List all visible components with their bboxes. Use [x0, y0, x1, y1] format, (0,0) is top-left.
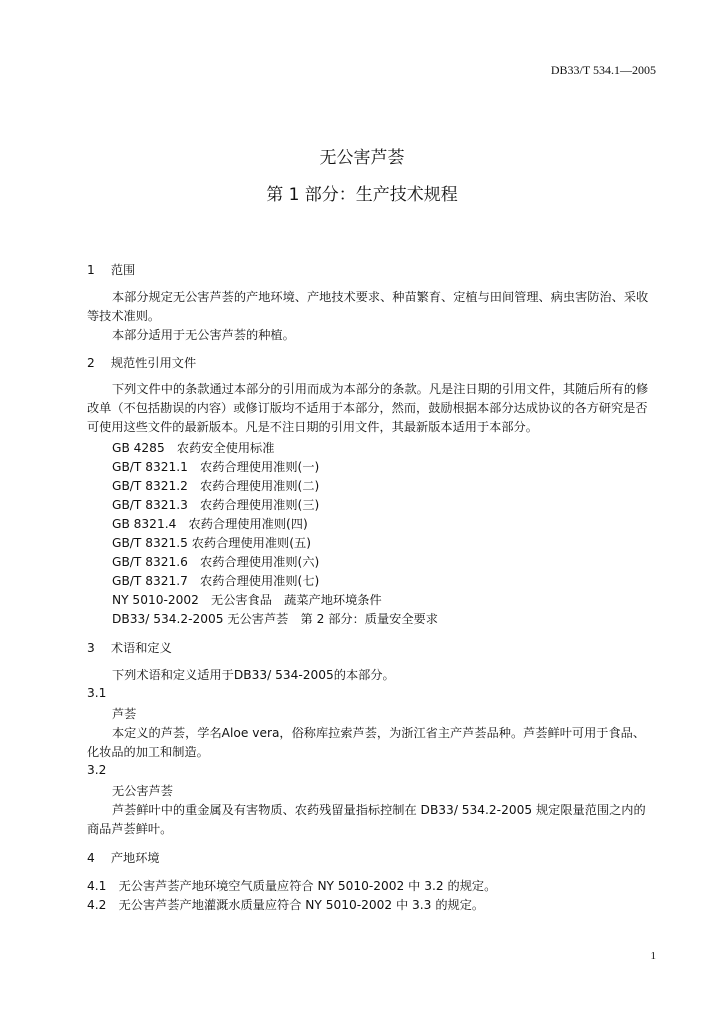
section-4-heading: 4 产地环境 — [87, 851, 160, 865]
section-1-scope: 本部分适用于无公害芦荟的种植。 — [112, 328, 295, 342]
reference-item: GB/T 8321.5 农药合理使用准则(五) — [112, 536, 311, 550]
reference-item: NY 5010-2002 无公害食品 蔬菜产地环境条件 — [112, 593, 382, 607]
clause-4-2: 4.2 无公害芦荟产地灌溉水质量应符合 NY 5010-2002 中 3.3 的规定。 — [87, 898, 485, 912]
document-subtitle: 第 1 部分：生产技术规程 — [266, 185, 458, 205]
page-number: 1 — [650, 950, 656, 962]
reference-item: GB/T 8321.2 农药合理使用准则(二) — [112, 479, 320, 493]
section-3-heading: 3 术语和定义 — [87, 641, 172, 655]
reference-item: GB 8321.4 农药合理使用准则(四) — [112, 517, 308, 531]
reference-item: GB/T 8321.3 农药合理使用准则(三) — [112, 498, 320, 512]
document-title: 无公害芦荟 — [319, 148, 405, 168]
reference-item: DB33/ 534.2-2005 无公害芦荟 第 2 部分：质量安全要求 — [112, 612, 438, 626]
section-3-intro: 下列术语和定义适用于DB33/ 534-2005的本部分。 — [112, 668, 395, 682]
section-1-heading: 1 范围 — [87, 263, 136, 277]
section-2-heading: 2 规范性引用文件 — [87, 356, 197, 370]
definition-number: 3.2 — [87, 763, 107, 777]
definition-term: 无公害芦荟 — [112, 784, 173, 798]
definition-term: 芦荟 — [112, 707, 137, 721]
definition-text: 本定义的芦荟，学名Aloe vera，俗称库拉索芦荟，为浙江省主产芦荟品种。芦荟鲜叶可用于食品、化妆品的加工和制造。 — [87, 726, 646, 759]
definition-number: 3.1 — [87, 686, 107, 700]
reference-item: GB/T 8321.1 农药合理使用准则(一) — [112, 460, 320, 474]
section-1-paragraph: 本部分规定无公害芦荟的产地环境、产地技术要求、种苗繁育、定植与田间管理、病虫害防治、采收等技术准则。 — [87, 290, 649, 323]
section-2-intro: 下列文件中的条款通过本部分的引用而成为本部分的条款。凡是注日期的引用文件，其随后所有的修改单（不包括勘误的内容）或修订版均不适用于本部分，然而，鼓励根据本部分达成协议的各方研究是否可使用这些文件的最新版本。凡是不注日期的引用文件，其最新版本适用于本部分。 — [87, 382, 649, 434]
reference-item: GB/T 8321.7 农药合理使用准则(七) — [112, 574, 320, 588]
reference-item: GB 4285 农药安全使用标准 — [112, 441, 275, 455]
definition-text: 芦荟鲜叶中的重金属及有害物质、农药残留量指标控制在 DB33/ 534.2-2005 规定限量范围之内的商品芦荟鲜叶。 — [87, 803, 646, 836]
clause-4-1: 4.1 无公害芦荟产地环境空气质量应符合 NY 5010-2002 中 3.2 的规定。 — [87, 879, 497, 893]
standard-code: DB33/T 534.1—2005 — [550, 63, 656, 77]
reference-item: GB/T 8321.6 农药合理使用准则(六) — [112, 555, 320, 569]
